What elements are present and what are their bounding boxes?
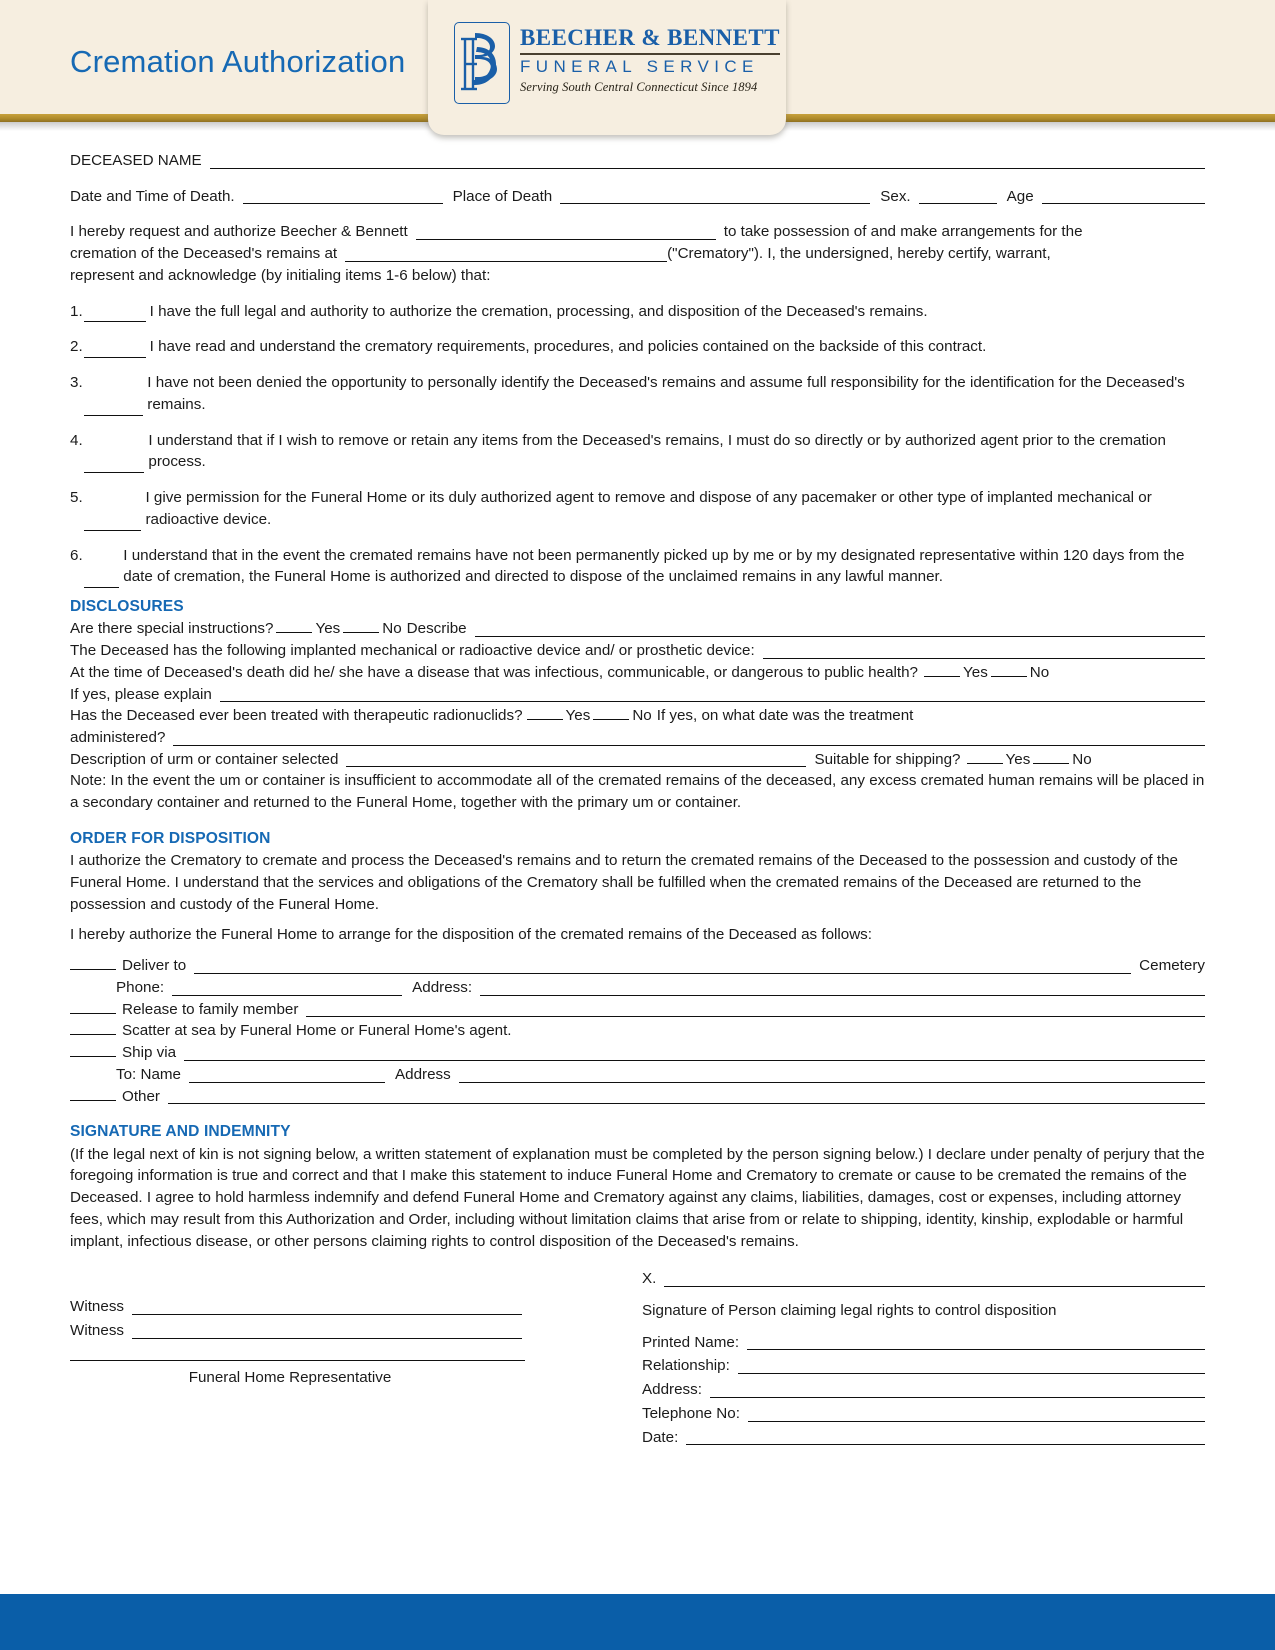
signature-block <box>70 1256 1205 1450</box>
radionuclids-yes-blank[interactable] <box>527 719 563 720</box>
disposition-ship-row[interactable] <box>70 1042 1205 1064</box>
authorization-intro <box>70 221 1205 286</box>
date-row[interactable] <box>642 1427 1205 1449</box>
item-number: 3. <box>70 374 83 392</box>
intro-text-5: represent and acknowledge (by initialing items 1-6 below) that: <box>70 266 491 284</box>
disposition-toname-row[interactable] <box>70 1064 1205 1086</box>
order-paragraph-1: I authorize the Crematory to cremate and process the Deceased's remains and to return the cremated remains of the Deceased to the possession and custody of the Funeral Home. I understand that the services and obligations of the Crematory shall be fulfilled when the cremated remains of the Deceased are returned to the possession and custody of the Funeral Home. <box>70 852 1178 913</box>
page-footer-bar <box>0 1594 1275 1650</box>
infectious-no-label: No <box>1029 663 1050 681</box>
printed-name-label: Printed Name: <box>642 1333 740 1351</box>
infectious-yes-blank[interactable] <box>924 676 960 677</box>
to-name-label: To: Name <box>116 1065 181 1083</box>
telephone-row[interactable] <box>642 1403 1205 1425</box>
urn-description-row[interactable] <box>70 749 1205 771</box>
item-initial-blank[interactable] <box>84 545 120 588</box>
item-number: 1. <box>70 302 83 320</box>
intro-text-3: cremation of the Deceased's remains at <box>70 245 338 263</box>
disposition-phone-address-row[interactable] <box>70 977 1205 999</box>
administered-label: administered? <box>70 728 166 746</box>
infectious-no-blank[interactable] <box>991 676 1027 677</box>
radionuclids-tail-label: If yes, on what date was the treatment <box>656 707 914 725</box>
shipping-yes-blank[interactable] <box>967 763 1003 764</box>
item-text: I understand that if I wish to remove or retain any items from the Deceased's remains, I must do so directly or by authorized agent prior to the cremation process. <box>148 431 1166 471</box>
signature-caption: Signature of Person claiming legal rights to control disposition <box>642 1302 1057 1319</box>
intro-text-4: ("Crematory"). I, the undersigned, hereby certify, warrant, <box>667 245 1051 263</box>
list-item[interactable] <box>70 545 1205 588</box>
radionuclids-yes-label: Yes <box>565 707 591 725</box>
infectious-disease-label: At the time of Deceased's death did he/ she have a disease that was infectious, communicable, or dangerous to public health? <box>70 663 919 681</box>
date-label: Date: <box>642 1428 679 1446</box>
intro-text-2: to take possession of and make arrangements for the <box>723 223 1083 241</box>
printed-name-row[interactable] <box>642 1332 1205 1354</box>
item-initial-blank[interactable] <box>84 372 144 415</box>
special-instructions-no-label: No <box>382 620 402 638</box>
cemetery-label: Cemetery <box>1139 957 1205 975</box>
shipping-no-label: No <box>1072 750 1092 768</box>
funeral-home-rep-label: Funeral Home Representative <box>188 1368 392 1386</box>
death-details-row[interactable] <box>70 186 1205 208</box>
special-instructions-yes-label: Yes <box>315 620 341 638</box>
date-time-of-death-label: Date and Time of Death. <box>70 187 235 205</box>
disposition-scatter-row[interactable] <box>70 1020 1205 1042</box>
deliver-to-label: Deliver to <box>122 957 187 975</box>
signature-indemnity-heading: SIGNATURE AND INDEMNITY <box>70 1123 291 1141</box>
bb-monogram-icon <box>454 22 510 104</box>
list-item[interactable] <box>70 372 1205 415</box>
order-for-disposition-heading: ORDER FOR DISPOSITION <box>70 829 271 847</box>
list-item[interactable] <box>70 430 1205 473</box>
relationship-row[interactable] <box>642 1355 1205 1377</box>
item-number: 2. <box>70 338 83 356</box>
ship-via-checkline[interactable] <box>70 1056 116 1057</box>
witness-1-label: Witness <box>70 1298 125 1316</box>
disposition-deliver-to-row[interactable] <box>70 955 1205 977</box>
phone-label: Phone: <box>116 978 165 996</box>
logo-company-name: BEECHER & BENNETT <box>520 25 780 50</box>
urn-description-label: Description of urm or container selected <box>70 750 339 768</box>
signer-address-row[interactable] <box>642 1379 1205 1401</box>
explain-label: If yes, please explain <box>70 685 212 703</box>
shipping-no-blank[interactable] <box>1033 763 1069 764</box>
logo-divider <box>520 53 780 55</box>
witness-2-label: Witness <box>70 1322 125 1339</box>
item-text: I have not been denied the opportunity to personally identify the Deceased's remains and assume full responsibility for the identification for the Deceased's remains. <box>147 374 1185 413</box>
telephone-label: Telephone No: <box>642 1404 740 1422</box>
disposition-release-row[interactable] <box>70 999 1205 1021</box>
address-label: Address: <box>412 978 473 996</box>
item-number: 4. <box>70 431 83 449</box>
list-item[interactable] <box>70 301 1205 323</box>
ship-via-label: Ship via <box>122 1044 177 1062</box>
funeral-home-rep-row[interactable] <box>70 1344 630 1364</box>
implanted-device-label: The Deceased has the following implanted mechanical or radioactive device and/ or prosthetic device: <box>70 642 755 660</box>
age-label: Age <box>1006 187 1034 205</box>
item-text: I give permission for the Funeral Home or its duly authorized agent to remove and dispose of any pacemaker or other type of implanted mechanical or radioactive device. <box>145 489 1152 528</box>
item-initial-blank[interactable] <box>84 487 142 530</box>
form-body <box>70 150 1205 1450</box>
signature-x-row[interactable] <box>642 1268 1205 1290</box>
item-initial-blank[interactable] <box>84 301 146 323</box>
disposition-other-row[interactable] <box>70 1086 1205 1108</box>
item-text: I understand that in the event the cremated remains have not been permanently picked up by me or by my designated representative within 120 days from the date of cremation, the Funeral Home is authorized and directed to dispose of the unclaimed remains in any lawful manner. <box>123 546 1185 586</box>
item-initial-blank[interactable] <box>84 430 145 473</box>
radionuclids-no-blank[interactable] <box>593 719 629 720</box>
place-of-death-label: Place of Death <box>452 187 553 205</box>
infectious-disease-row[interactable] <box>70 662 1205 684</box>
scatter-label: Scatter at sea by Funeral Home or Funeral Home's agent. <box>122 1022 512 1040</box>
radionuclids-row[interactable] <box>70 705 1205 727</box>
special-instructions-row[interactable] <box>70 618 1205 640</box>
intro-text-1: I hereby request and authorize Beecher & Bennett <box>70 223 408 241</box>
page-title: Cremation Authorization <box>70 44 406 79</box>
deceased-name-field[interactable] <box>70 150 1205 172</box>
other-checkline[interactable] <box>70 1100 116 1101</box>
special-instructions-no-blank[interactable] <box>343 632 379 633</box>
signer-address-label: Address: <box>642 1381 702 1399</box>
item-text: I have the full legal and authority to authorize the cremation, processing, and disposition of the Deceased's remains. <box>149 302 928 320</box>
company-logo-plaque <box>428 0 786 135</box>
urn-note: Note: In the event the um or container is insufficient to accommodate all of the cremated remains of the deceased, any excess cremated human remains will be placed in a secondary container and returned to the Funeral Home, together with the primary um or container. <box>70 772 1205 812</box>
item-number: 5. <box>70 489 83 507</box>
radionuclids-label: Has the Deceased ever been treated with therapeutic radionuclids? <box>70 707 523 725</box>
infectious-yes-label: Yes <box>963 663 988 681</box>
radionuclids-no-label: No <box>632 707 652 725</box>
item-initial-blank[interactable] <box>84 336 146 358</box>
signer-block <box>630 1256 1205 1450</box>
item-text: I have read and understand the crematory requirements, procedures, and policies contained on the backside of this contract. <box>149 338 987 356</box>
deceased-name-label: DECEASED NAME <box>70 152 202 169</box>
witness-block <box>70 1256 630 1450</box>
disclosures-heading: DISCLOSURES <box>70 598 184 616</box>
to-address-label: Address <box>395 1065 451 1083</box>
shipping-yes-label: Yes <box>1005 750 1031 768</box>
relationship-label: Relationship: <box>642 1357 730 1375</box>
suitable-shipping-label: Suitable for shipping? <box>814 750 961 768</box>
administered-row[interactable] <box>70 727 1205 749</box>
item-number: 6. <box>70 546 83 564</box>
disposition-options <box>70 955 1205 1107</box>
signature-indemnity-body: (If the legal next of kin is not signing below, a written statement of explanation must be completed by the person signing below.) I declare under penalty of perjury that the foregoing information is true and correct and that I make this statement to induce Funeral Home and Crematory to cremate or cause to be cremated the remains of the Deceased. I agree to hold harmless indemnify and defend Funeral Home and Crematory against any claims, liabilities, damages, cost or expenses, including attorney fees, which may result from this Authorization and Order, including without limitation claims that arise from or relate to shipping, identity, kinship, explodable or harmful implant, infectious disease, or other persons claiming rights to control disposition of the Deceased's remains. <box>70 1145 1205 1250</box>
scatter-checkline[interactable] <box>70 1034 116 1035</box>
logo-subtitle: FUNERAL SERVICE <box>520 56 759 76</box>
special-instructions-yes-blank[interactable] <box>276 632 312 633</box>
release-label: Release to family member <box>122 1000 299 1018</box>
logo-tagline: Serving South Central Connecticut Since 1894 <box>520 79 758 94</box>
list-item[interactable] <box>70 336 1205 358</box>
signature-x-mark: X. <box>642 1270 657 1288</box>
explain-row[interactable] <box>70 684 1205 706</box>
order-paragraph-2: I hereby authorize the Funeral Home to arrange for the disposition of the cremated remains of the Deceased as follows: <box>70 926 872 944</box>
special-instructions-label: Are there special instructions? <box>70 620 274 638</box>
sex-label: Sex. <box>880 187 911 205</box>
deliver-to-checkline[interactable] <box>70 969 116 970</box>
list-item[interactable] <box>70 487 1205 530</box>
other-label: Other <box>122 1087 160 1105</box>
witness-1-row[interactable] <box>70 1296 630 1318</box>
describe-label: Describe <box>406 620 467 638</box>
witness-2-row[interactable] <box>70 1320 630 1342</box>
release-checkline[interactable] <box>70 1013 116 1014</box>
implanted-device-row[interactable] <box>70 640 1205 662</box>
